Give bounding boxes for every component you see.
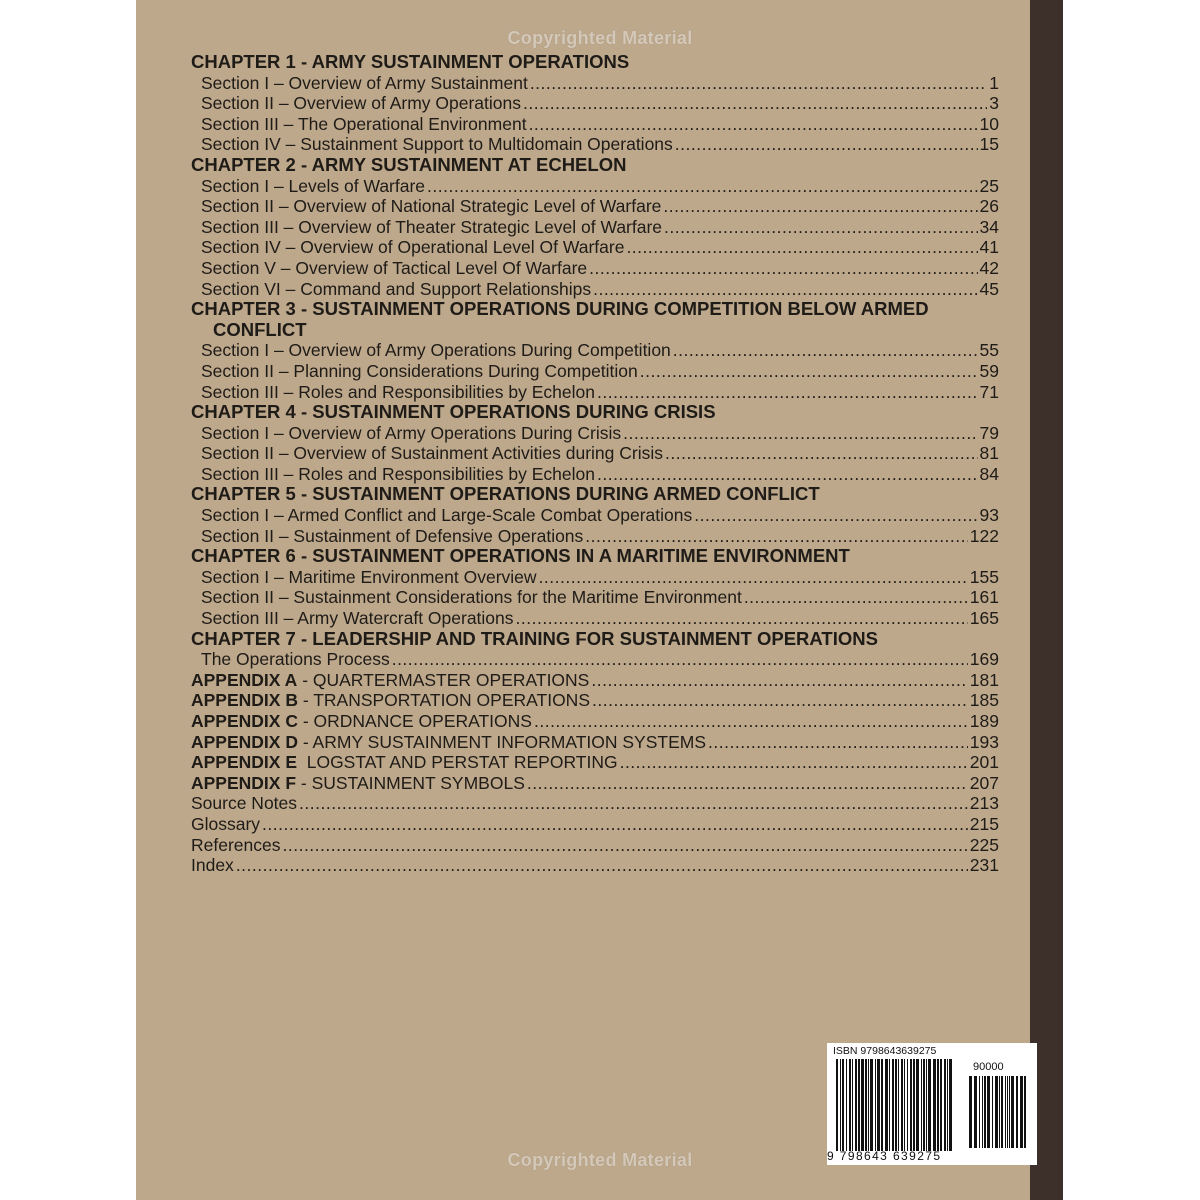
dot-leader — [597, 382, 978, 403]
appendix-title: - ARMY SUSTAINMENT INFORMATION SYSTEMS — [297, 731, 707, 752]
toc-chapter-heading: CHAPTER 6 - SUSTAINMENT OPERATIONS IN A MARITIME ENVIRONMENT — [191, 546, 850, 567]
barcode-bar — [861, 1059, 864, 1151]
toc-entry-title: Section II – Overview of National Strategic Level of Warfare — [201, 196, 662, 217]
barcode-bar — [855, 1059, 857, 1151]
toc-section-entry — [191, 505, 999, 526]
dot-leader — [640, 361, 978, 382]
barcode-bar — [913, 1059, 915, 1151]
dot-leader — [392, 649, 968, 670]
barcode-bar — [974, 1076, 977, 1148]
barcode-bar — [928, 1059, 931, 1151]
toc-chapter-heading: CHAPTER 7 - LEADERSHIP AND TRAINING FOR SUSTAINMENT OPERATIONS — [191, 628, 878, 649]
toc-page-number: 84 — [979, 463, 999, 484]
toc-section-entry — [191, 340, 999, 361]
barcode-bar — [987, 1076, 990, 1148]
toc-appendix-entry — [191, 752, 999, 773]
toc-appendix-entry — [191, 711, 999, 732]
table-of-contents — [191, 52, 999, 876]
toc-entry-title: Section I – Overview of Army Operations During Crisis — [201, 422, 622, 443]
toc-appendix-entry — [191, 732, 999, 753]
dot-leader — [675, 134, 978, 155]
appendix-title: - SUSTAINMENT SYMBOLS — [296, 772, 525, 793]
price-code: 90000 — [973, 1061, 1004, 1073]
barcode-bar — [937, 1059, 939, 1151]
barcode-bar — [892, 1059, 894, 1151]
barcode-bar — [868, 1059, 869, 1151]
watermark-bottom: Copyrighted Material — [507, 1150, 693, 1170]
toc-page-number: 165 — [969, 608, 999, 629]
toc-page-number: 169 — [969, 649, 999, 670]
toc-page-number: 79 — [979, 422, 999, 443]
toc-page-number: 215 — [969, 813, 999, 834]
toc-entry-title: Glossary — [191, 813, 261, 834]
toc-entry-title: Index — [191, 855, 234, 876]
toc-chapter-heading: CONFLICT — [213, 319, 307, 340]
barcode-bar — [992, 1076, 993, 1148]
toc-matter-entry — [191, 814, 999, 835]
dot-leader — [593, 279, 977, 300]
isbn-digits: 9 798643 639275 — [827, 1149, 942, 1163]
toc-section-entry — [191, 649, 999, 670]
barcode-bar — [885, 1059, 888, 1151]
toc-section-entry — [191, 176, 999, 197]
dot-leader — [236, 855, 968, 876]
toc-page-number: 25 — [979, 175, 999, 196]
toc-page-number: 55 — [979, 340, 999, 361]
toc-appendix-entry — [191, 773, 999, 794]
dot-leader — [708, 732, 968, 753]
barcode-bar — [870, 1059, 873, 1151]
toc-page-number: 201 — [969, 752, 999, 773]
toc-page-number: 81 — [979, 443, 999, 464]
barcode-bar — [944, 1059, 946, 1151]
barcode-bar — [858, 1059, 860, 1151]
isbn-barcode-bars — [836, 1059, 952, 1151]
toc-entry-title: Section III – The Operational Environment — [201, 113, 527, 134]
appendix-title: - ORDNANCE OPERATIONS — [297, 711, 532, 731]
dot-leader — [530, 73, 987, 94]
barcode-bar — [923, 1059, 925, 1151]
watermark-top: Copyrighted Material — [507, 28, 693, 48]
toc-page-number: 193 — [969, 731, 999, 752]
toc-entry-title: Section IV – Overview of Operational Level Of Warfare — [201, 237, 625, 258]
dot-leader — [523, 93, 987, 114]
toc-page-number: 45 — [979, 278, 999, 299]
toc-page-number: 122 — [969, 525, 999, 546]
book-spine — [1030, 0, 1063, 1200]
toc-page-number: 34 — [979, 216, 999, 237]
toc-entry-title: Section V – Overview of Tactical Level Of Warfare — [201, 257, 588, 278]
barcode-bar — [889, 1059, 890, 1151]
barcode-bar — [999, 1076, 1000, 1148]
barcode-bar — [865, 1059, 867, 1151]
toc-entry-title: Section II – Overview of Army Operations — [201, 93, 521, 114]
toc-entry-title: Section III – Overview of Theater Strategic Level of Warfare — [201, 216, 663, 237]
toc-entry-title: Section II – Sustainment of Defensive Operations — [201, 525, 584, 546]
toc-section-entry — [191, 567, 999, 588]
toc-section-entry — [191, 587, 999, 608]
toc-entry-title: The Operations Process — [201, 649, 390, 670]
barcode-bar — [842, 1059, 844, 1151]
toc-page-number: 213 — [969, 793, 999, 814]
toc-section-entry — [191, 134, 999, 155]
toc-page-number: 207 — [969, 772, 999, 793]
barcode-bar — [947, 1059, 948, 1151]
toc-section-entry — [191, 217, 999, 238]
barcode-bar — [921, 1059, 922, 1151]
toc-section-entry — [191, 382, 999, 403]
barcode-bar — [940, 1059, 942, 1151]
toc-page-number: 185 — [969, 690, 999, 711]
barcode-bar — [904, 1059, 905, 1151]
toc-entry-title: Section I – Armed Conflict and Large-Scale Combat Operations — [201, 505, 693, 526]
toc-page-number: 26 — [979, 196, 999, 217]
dot-leader — [299, 793, 968, 814]
toc-entry-title — [191, 711, 532, 732]
toc-section-entry — [191, 608, 999, 629]
barcode-bar — [969, 1076, 972, 1148]
toc-entry-title: References — [191, 834, 281, 855]
toc-entry-title: Section I – Overview of Army Operations During Competition — [201, 340, 671, 361]
barcode-bar — [840, 1059, 841, 1151]
toc-page-number: 225 — [969, 834, 999, 855]
toc-entry-title: Section I – Levels of Warfare — [201, 175, 426, 196]
toc-page-number: 71 — [979, 381, 999, 402]
barcode-bar — [995, 1076, 998, 1148]
toc-section-entry — [191, 361, 999, 382]
appendix-title: - TRANSPORTATION OPERATIONS — [297, 690, 590, 711]
dot-leader — [592, 690, 968, 711]
dot-leader — [694, 505, 977, 526]
appendix-label: APPENDIX B — [191, 690, 298, 711]
barcode-bar — [910, 1059, 912, 1151]
appendix-label: APPENDIX D — [191, 731, 298, 752]
barcode-bar — [1024, 1076, 1026, 1148]
dot-leader — [527, 773, 968, 794]
toc-page-number: 155 — [969, 566, 999, 587]
toc-appendix-entry — [191, 690, 999, 711]
barcode-bar — [1020, 1076, 1023, 1148]
toc-section-entry — [191, 423, 999, 444]
barcode-bar — [933, 1059, 936, 1151]
toc-chapter-heading: CHAPTER 4 - SUSTAINMENT OPERATIONS DURING CRISIS — [191, 402, 716, 423]
dot-leader — [623, 423, 977, 444]
toc-page-number: 3 — [989, 93, 999, 114]
toc-section-entry — [191, 258, 999, 279]
toc-page-number: 41 — [979, 237, 999, 258]
toc-entry-title — [191, 670, 589, 691]
toc-page-number: 181 — [969, 669, 999, 690]
barcode-bar — [984, 1076, 986, 1148]
toc-entry-title: Section VI – Command and Support Relationships — [201, 278, 592, 299]
barcode-bar — [846, 1059, 847, 1151]
toc-entry-title: Section III – Army Watercraft Operations — [201, 608, 514, 629]
barcode-bar — [1007, 1076, 1008, 1148]
barcode-bar — [949, 1059, 952, 1151]
toc-page-number: 10 — [979, 113, 999, 134]
toc-entry-title — [191, 732, 706, 753]
appendix-title: - QUARTERMASTER OPERATIONS — [297, 669, 590, 690]
barcode-bar — [901, 1059, 903, 1151]
dot-leader — [591, 670, 967, 691]
toc-entry-title — [191, 752, 618, 773]
toc-entry-title — [191, 773, 525, 794]
toc-entry-title: Section IV – Sustainment Support to Multidomain Operations — [201, 134, 673, 155]
appendix-label: APPENDIX E — [191, 752, 297, 773]
appendix-title: LOGSTAT AND PERSTAT REPORTING — [297, 752, 618, 773]
barcode-bar — [907, 1059, 908, 1151]
appendix-label: APPENDIX C — [191, 711, 298, 731]
toc-entry-title: Section I – Overview of Army Sustainment — [201, 72, 528, 93]
barcode-bar — [1001, 1076, 1003, 1148]
toc-entry-title: Section II – Overview of Sustainment Activities during Crisis — [201, 443, 663, 464]
toc-chapter-heading: CHAPTER 5 - SUSTAINMENT OPERATIONS DURING ARMED CONFLICT — [191, 484, 820, 505]
toc-page-number: 1 — [989, 72, 999, 93]
appendix-label: APPENDIX F — [191, 772, 297, 793]
dot-leader — [664, 217, 977, 238]
toc-section-entry — [191, 114, 999, 135]
barcode-bar — [1009, 1076, 1010, 1148]
toc-section-entry — [191, 464, 999, 485]
dot-leader — [516, 608, 968, 629]
dot-leader — [262, 814, 968, 835]
dot-leader — [534, 711, 968, 732]
toc-entry-title: Section II – Planning Considerations During Competition — [201, 360, 638, 381]
toc-chapter-heading: CHAPTER 3 - SUSTAINMENT OPERATIONS DURING COMPETITION BELOW ARMED — [191, 299, 929, 320]
dot-leader — [585, 526, 968, 547]
barcode-bar — [1016, 1076, 1018, 1148]
toc-page-number: 93 — [979, 505, 999, 526]
toc-entry-title: Section III – Roles and Responsibilities by Echelon — [201, 381, 595, 402]
barcode-bar — [877, 1059, 880, 1151]
barcode-bar — [898, 1059, 899, 1151]
toc-appendix-entry — [191, 670, 999, 691]
dot-leader — [529, 114, 978, 135]
toc-entry-title — [191, 690, 590, 711]
dot-leader — [663, 196, 977, 217]
dot-leader — [589, 258, 977, 279]
toc-matter-entry — [191, 835, 999, 856]
dot-leader — [744, 587, 968, 608]
toc-page-number: 42 — [979, 257, 999, 278]
barcode-bar — [916, 1059, 919, 1151]
isbn-label: ISBN 9798643639275 — [833, 1045, 937, 1057]
dot-leader — [427, 176, 977, 197]
toc-section-entry — [191, 196, 999, 217]
toc-page-number: 15 — [979, 134, 999, 155]
toc-section-entry — [191, 526, 999, 547]
toc-page-number: 231 — [969, 855, 999, 876]
toc-matter-entry — [191, 855, 999, 876]
barcode-bar — [875, 1059, 876, 1151]
barcode-bar — [895, 1059, 897, 1151]
barcode-bar — [926, 1059, 927, 1151]
barcode-panel — [827, 1043, 1037, 1165]
toc-entry-title: Section I – Maritime Environment Overview — [201, 566, 537, 587]
barcode-bar — [852, 1059, 853, 1151]
toc-matter-entry — [191, 793, 999, 814]
barcode-bar — [1011, 1076, 1014, 1148]
toc-entry-title: Section II – Sustainment Considerations for the Maritime Environment — [201, 587, 742, 608]
barcode-bar — [979, 1076, 980, 1148]
toc-section-entry — [191, 279, 999, 300]
toc-page-number: 189 — [969, 711, 999, 731]
toc-section-entry — [191, 93, 999, 114]
appendix-label: APPENDIX A — [191, 669, 298, 690]
dot-leader — [283, 835, 968, 856]
toc-page-number: 59 — [979, 360, 999, 381]
toc-entry-title: Source Notes — [191, 793, 298, 814]
toc-section-entry — [191, 73, 999, 94]
dot-leader — [597, 464, 978, 485]
toc-chapter-heading: CHAPTER 1 - ARMY SUSTAINMENT OPERATIONS — [191, 52, 630, 72]
toc-chapter-heading: CHAPTER 2 - ARMY SUSTAINMENT AT ECHELON — [191, 154, 627, 175]
toc-section-entry — [191, 443, 999, 464]
dot-leader — [673, 340, 978, 361]
barcode-bar — [881, 1059, 883, 1151]
barcode-bar — [836, 1059, 838, 1151]
dot-leader — [620, 752, 968, 773]
price-barcode-bars — [969, 1076, 1027, 1148]
barcode-bar — [982, 1076, 983, 1148]
dot-leader — [626, 237, 977, 258]
toc-entry-title: Section III – Roles and Responsibilities by Echelon — [201, 463, 595, 484]
barcode-bar — [1005, 1076, 1006, 1148]
toc-section-entry — [191, 237, 999, 258]
dot-leader — [539, 567, 968, 588]
toc-page-number: 161 — [969, 587, 999, 608]
barcode-bar — [849, 1059, 851, 1151]
dot-leader — [665, 443, 978, 464]
